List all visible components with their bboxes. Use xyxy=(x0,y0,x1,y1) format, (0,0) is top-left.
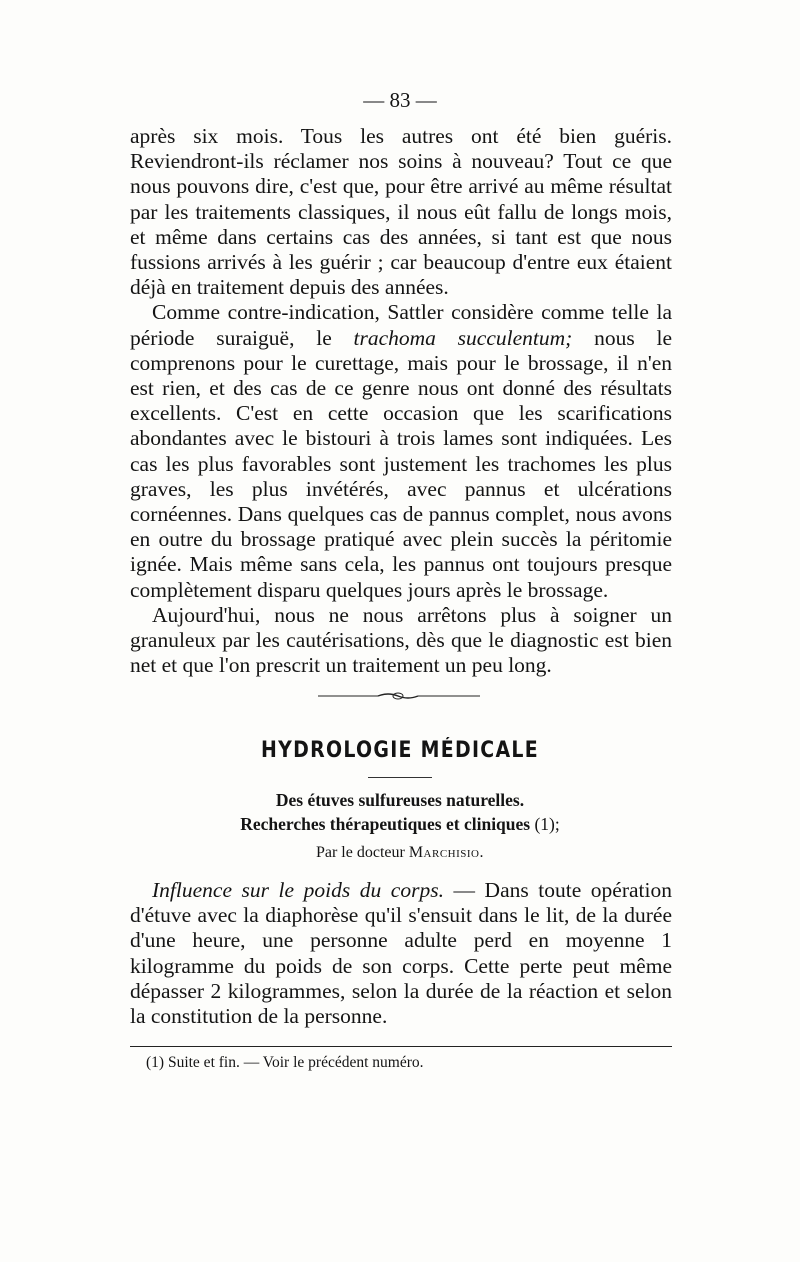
footnote: (1) Suite et fin. — Voir le précédent numéro. xyxy=(146,1054,424,1071)
italic-heading: Influence sur le poids du corps. xyxy=(152,878,444,902)
body-text-top xyxy=(130,124,672,678)
title-rule xyxy=(368,777,432,778)
subtitle-2-text: Recherches thérapeutiques et cliniques xyxy=(240,814,531,834)
paragraph: Aujourd'hui, nous ne nous arrêtons plus à soigner un granuleux par les cautérisations, dès que le diagnostic est bien net et que l'on prescrit un traitement un peu long. xyxy=(130,602,672,678)
paragraph: après six mois. Tous les autres ont été bien guéris. Reviendront-ils réclamer nos soins à nouveau? Tout ce que nous pouvons dire, c'est que, pour être arrivé au même résultat par les traitements classiques, il nous eût fallu de longs mois, et même dans certains cas des années, si tant est que nous fussions arrivés à les guérir ; car beaucoup d'entre eux étaient déjà en traitement depuis des années. xyxy=(130,124,672,300)
byline-author: Marchisio. xyxy=(408,844,485,861)
byline-prefix: Par le docteur xyxy=(315,844,405,861)
subtitle-1: Des étuves sulfureuses naturelles. xyxy=(275,790,525,810)
section-title: HYDROLOGIE MÉDICALE xyxy=(261,738,539,763)
ornament-divider xyxy=(318,690,480,702)
paragraph xyxy=(130,878,672,1029)
footnote-rule xyxy=(130,1046,672,1047)
body-text-bottom xyxy=(130,878,672,1029)
page-number: — 83 — xyxy=(363,88,437,112)
paragraph xyxy=(130,300,672,602)
paragraph-text: — Dans toute opération d'étuve avec la diaphorèse qu'il s'ensuit dans le lit, de la durée d'une heure, une personne adulte perd en moyenne 1 kilogramme du poids de son corps. Cette perte peut même dépasser 2 kilogrammes, selon la durée de la réaction et selon la constitution de la personne. xyxy=(130,878,672,1029)
italic-term: trachoma succulentum; xyxy=(353,325,573,350)
footnote-ref: (1); xyxy=(534,814,560,834)
subtitle-2 xyxy=(0,814,800,835)
paragraph-text: Comme contre-indication, Sattler considère comme telle la période suraiguë, le xyxy=(130,300,672,350)
paragraph-text: nous le comprenons pour le curettage, mais pour le brossage, il n'en est rien, et des cas de ce genre nous ont donné des résultats excellents. C'est en cette occasion que les scarifications abondantes avec le bistouri à trois lames sont indiquées. Les cas les plus favorables sont justement les trachomes les plus graves, les plus invétérés, avec pannus et ulcérations cornéennes. Dans quelques cas de pannus complet, nous avons en outre du brossage pratiqué avec plein succès la péritomie ignée. Mais même sans cela, les pannus ont toujours presque complètement disparu quelques jours après le brossage. xyxy=(130,325,672,602)
byline xyxy=(0,844,800,862)
